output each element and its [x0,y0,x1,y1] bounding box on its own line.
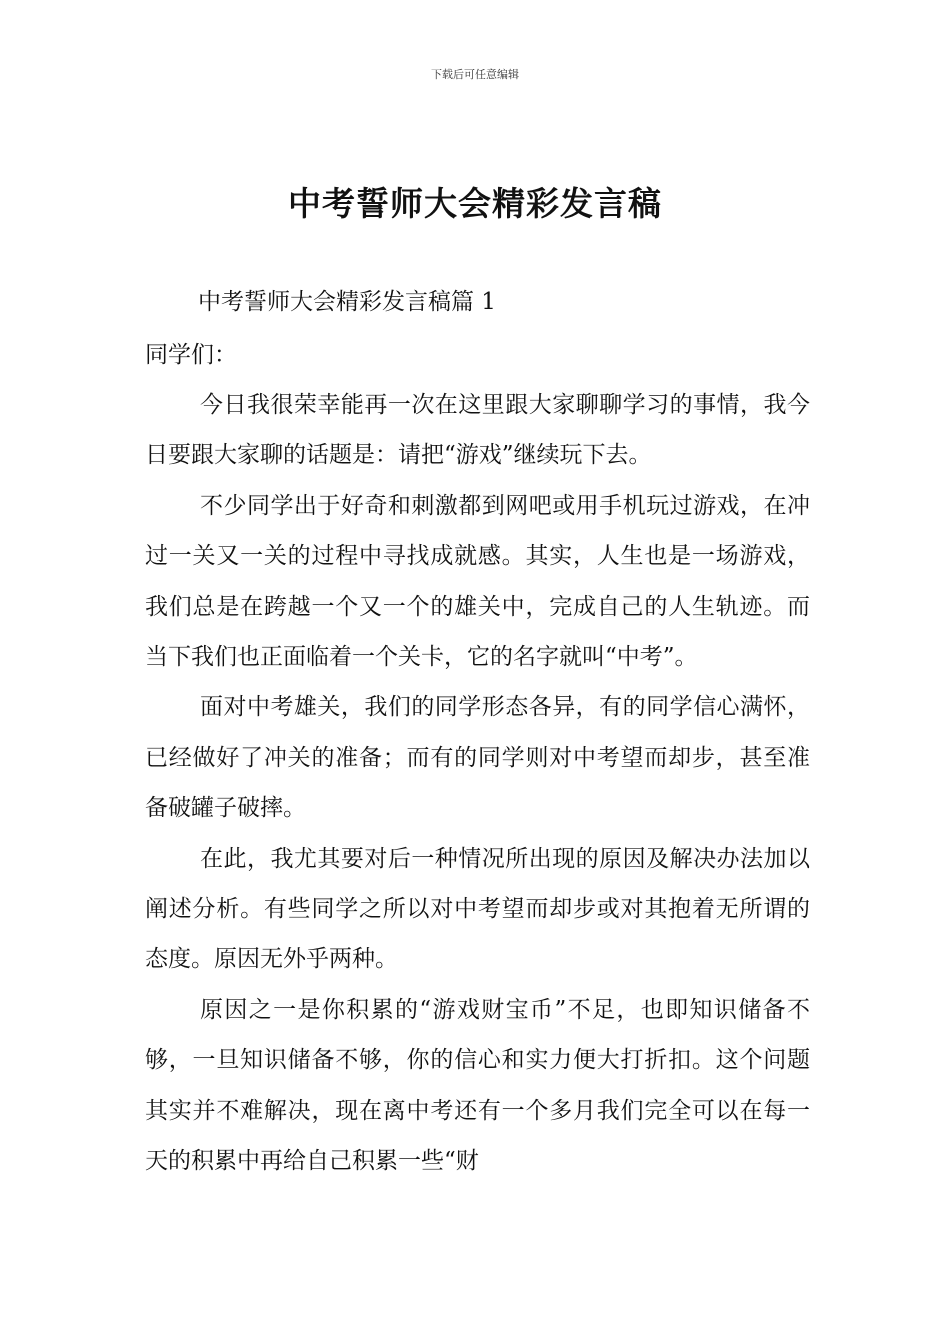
paragraph: 今日我很荣幸能再一次在这里跟大家聊聊学习的事情，我今日要跟大家聊的话题是：请把“游戏”继续玩下去。 [145,392,810,469]
paragraph: 不少同学出于好奇和刺激都到网吧或用手机玩过游戏，在冲过一关又一关的过程中寻找成就感。其实，人生也是一场游戏，我们总是在跨越一个又一个的雄关中，完成自己的人生轨迹。而当下我们也正面临着一个关卡，它的名字就叫“中考”。 [145,492,810,671]
document-title: 中考誓师大会精彩发言稿 [288,184,662,223]
paragraph: 在此，我尤其要对后一种情况所出现的原因及解决办法加以阐述分析。有些同学之所以对中考望而却步或对其抱着无所谓的态度。原因无外乎两种。 [145,845,810,973]
salutation: 同学们： [145,342,237,368]
document-body [145,380,810,1187]
paragraph: 面对中考雄关，我们的同学形态各异，有的同学信心满怀，已经做好了冲关的准备；而有的同学则对中考望而却步，甚至准备破罐子破摔。 [145,694,810,822]
page-header-note: 下载后可任意编辑 [431,68,519,81]
section-heading: 中考誓师大会精彩发言稿篇 1 [198,289,496,315]
paragraph: 原因之一是你积累的“游戏财宝币”不足，也即知识储备不够，一旦知识储备不够，你的信心和实力便大打折扣。这个问题其实并不难解决，现在离中考还有一个多月我们完全可以在每一天的积累中再给自己积累一些“财 [145,996,810,1175]
